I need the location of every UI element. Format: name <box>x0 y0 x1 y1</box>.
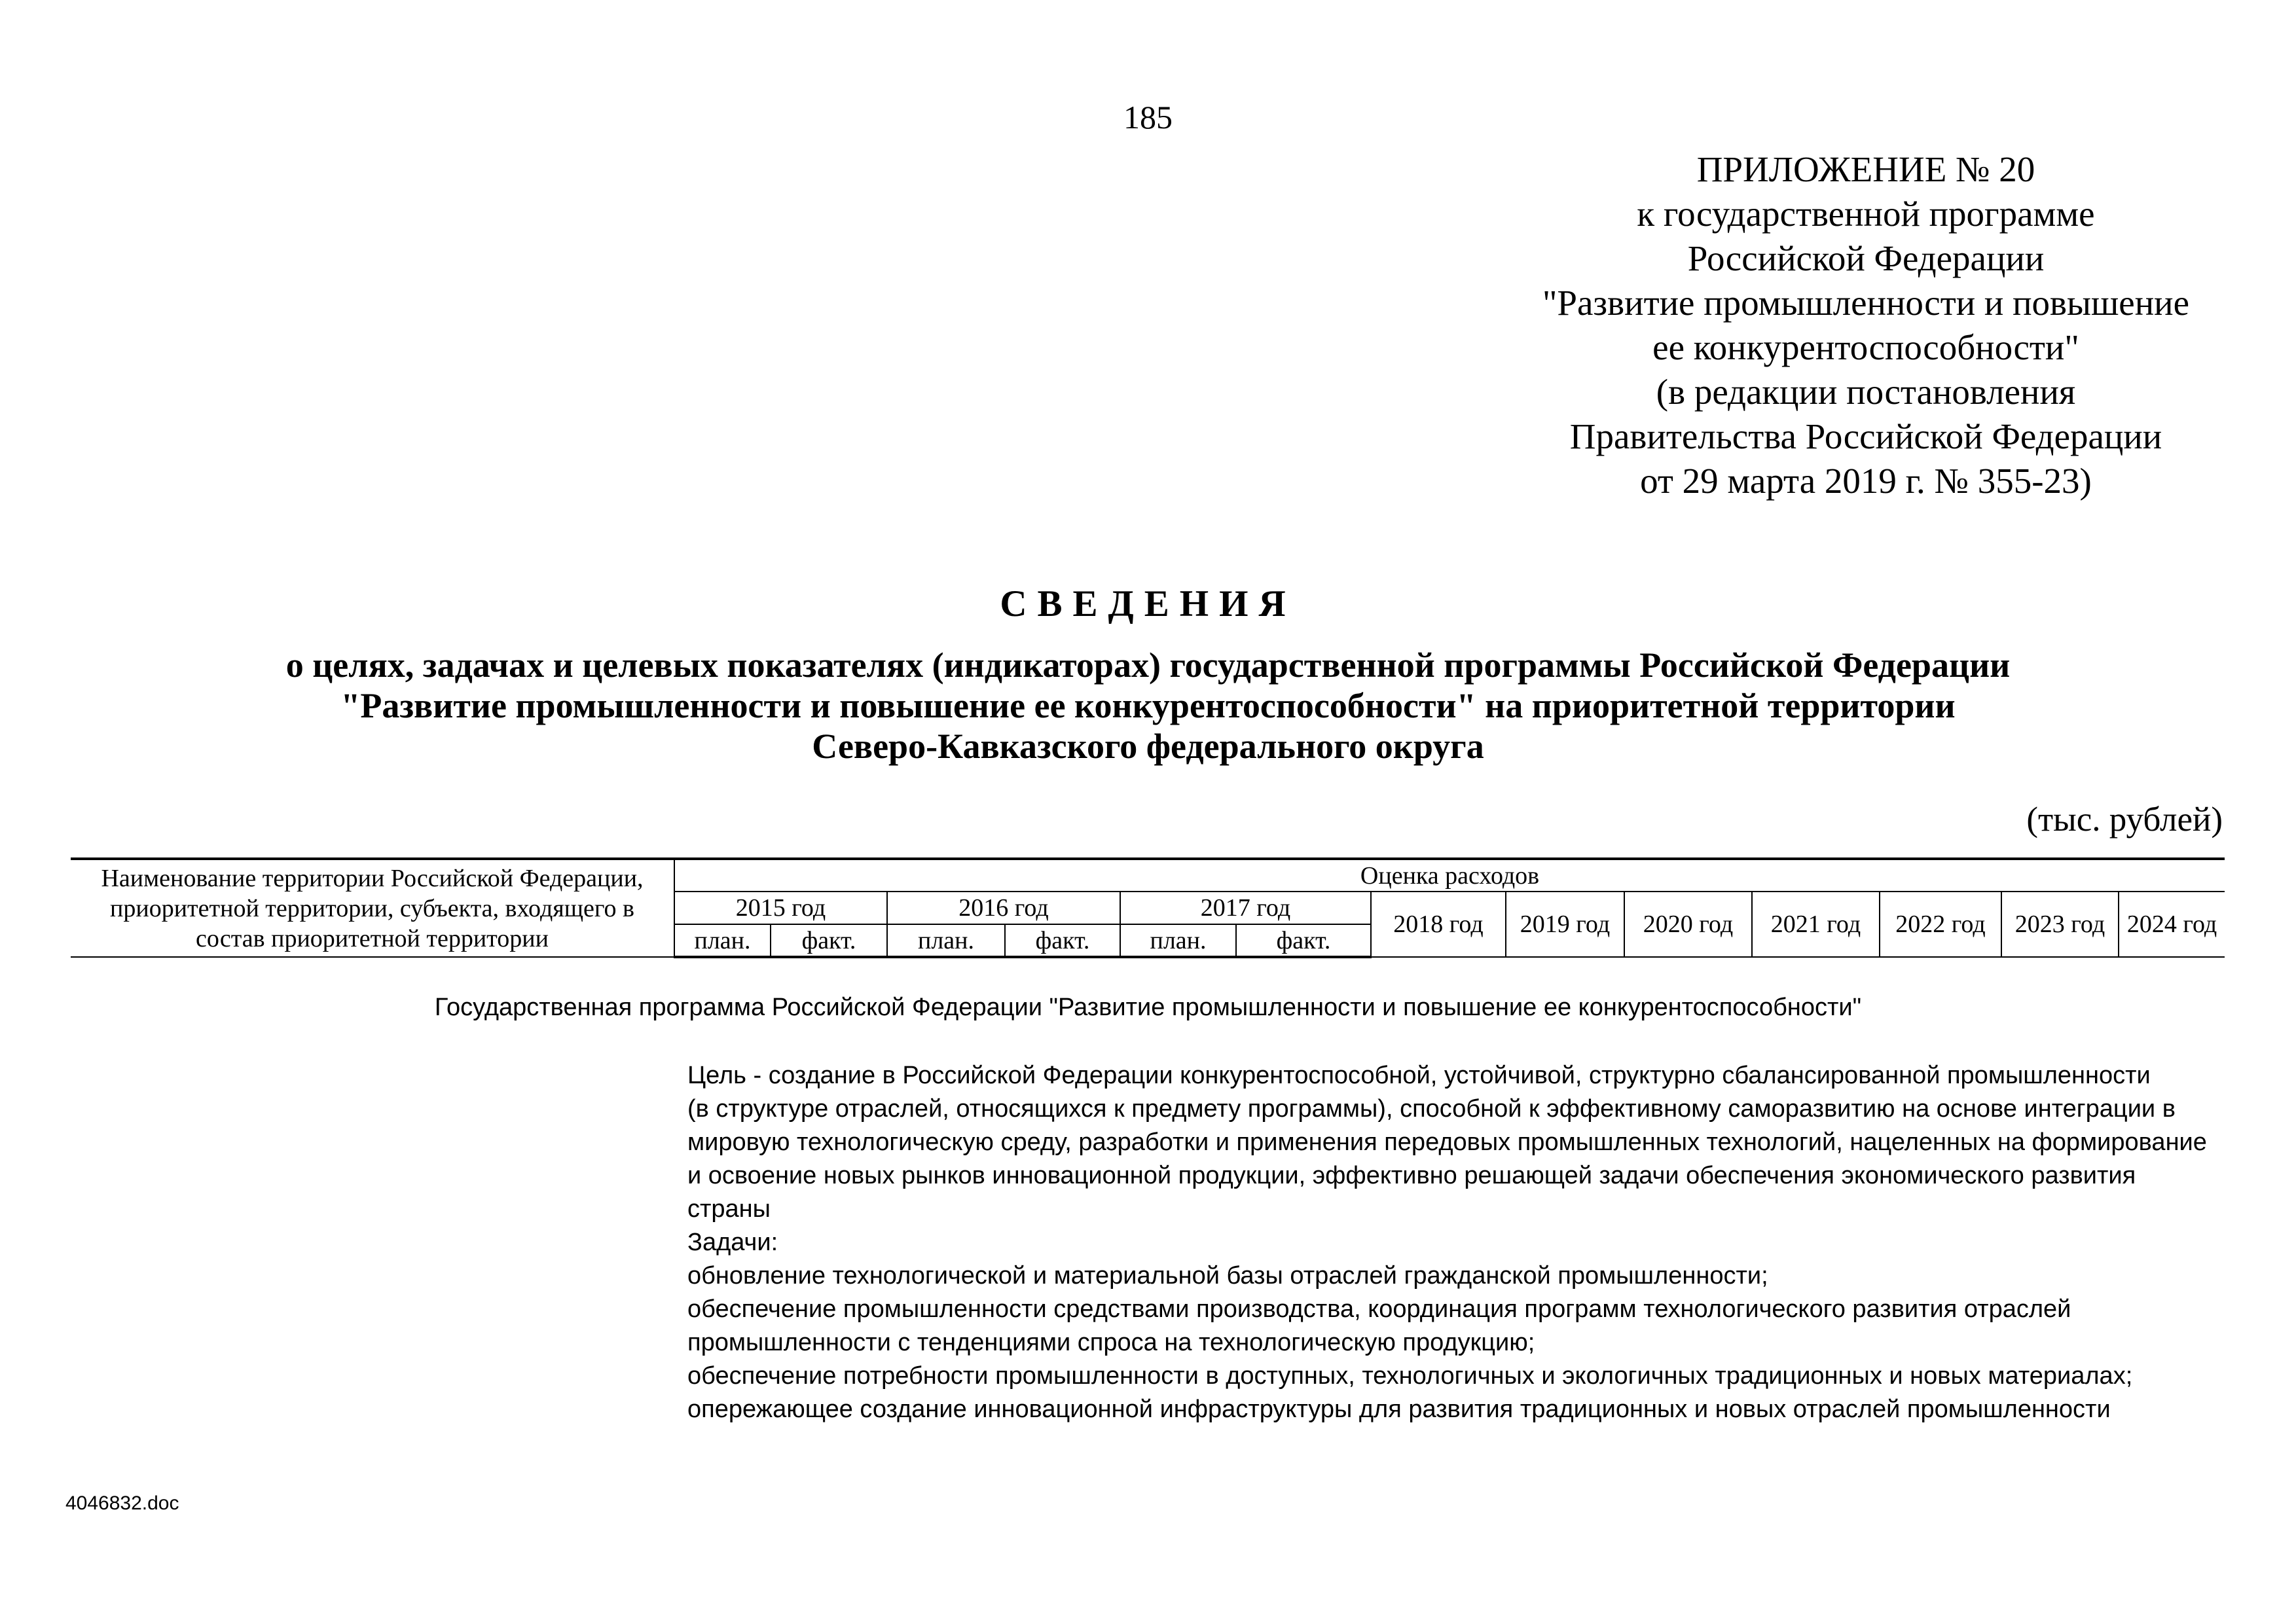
goal-line: страны <box>687 1195 771 1223</box>
task-line: обновление технологической и материальной базы отраслей гражданской промышленности; <box>687 1262 1768 1290</box>
fact-cell-2015: факт. <box>771 924 887 957</box>
year-2015-header: 2015 год <box>674 892 887 924</box>
goal-line: мировую технологическую среду, разработки и применения передовых промышленных технологий, нацеленных на формирование <box>687 1128 2207 1156</box>
plan-cell-2017: план. <box>1120 924 1236 957</box>
year-2016-header: 2016 год <box>887 892 1120 924</box>
year-2022-header: 2022 год <box>1880 892 2001 957</box>
year-2024-header: 2024 год <box>2119 892 2225 957</box>
plan-cell-2016: план. <box>887 924 1005 957</box>
document-subtitle <box>98 645 2198 767</box>
goal-line: Цель - создание в Российской Федерации конкурентоспособной, устойчивой, структурно сбалансированной промышленности <box>687 1062 2151 1089</box>
subtitle-line: Северо-Кавказского федерального округа <box>812 727 1484 766</box>
appendix-line: ПРИЛОЖЕНИЕ № 20 <box>1696 149 2035 189</box>
units-label: (тыс. рублей) <box>2026 801 2223 839</box>
year-2017-header: 2017 год <box>1120 892 1371 924</box>
tasks-label: Задачи: <box>687 1229 778 1256</box>
appendix-line: Российской Федерации <box>1687 238 2045 278</box>
goal-line: (в структуре отраслей, относящихся к предмету программы), способной к эффективному саморазвитию на основе интеграции в <box>687 1095 2176 1123</box>
plan-cell-2015: план. <box>674 924 771 957</box>
year-2023-header: 2023 год <box>2001 892 2119 957</box>
document-heading: СВЕДЕНИЯ <box>1000 583 1296 624</box>
year-2020-header: 2020 год <box>1624 892 1752 957</box>
task-line: опережающее создание инновационной инфраструктуры для развития традиционных и новых отраслей промышленности <box>687 1396 2111 1423</box>
territory-header: Наименование территории Российской Федерации, приоритетной территории, субъекта, входящего в состав приоритетной территории <box>71 859 674 957</box>
year-2019-header: 2019 год <box>1506 892 1624 957</box>
file-name-footer: 4046832.doc <box>65 1492 179 1514</box>
appendix-line: "Развитие промышленности и повышение <box>1542 283 2189 323</box>
fact-cell-2017: факт. <box>1236 924 1371 957</box>
expenses-header: Оценка расходов <box>674 859 2225 892</box>
goal-line: и освоение новых рынков инновационной продукции, эффективно решающей задачи обеспечения экономического развития <box>687 1162 2136 1189</box>
appendix-block <box>1473 147 2259 503</box>
appendix-line: ее конкурентоспособности" <box>1652 327 2079 367</box>
task-line: промышленности с тенденциями спроса на технологическую продукцию; <box>687 1329 1535 1356</box>
appendix-line: к государственной программе <box>1637 194 2095 234</box>
task-line: обеспечение потребности промышленности в доступных, технологичных и экологичных традиционных и новых материалах; <box>687 1362 2133 1390</box>
subtitle-line: "Развитие промышленности и повышение ее конкурентоспособности" на приоритетной территории <box>340 686 1956 725</box>
year-2021-header: 2021 год <box>1752 892 1880 957</box>
expenses-table <box>71 857 2225 958</box>
subtitle-line: о целях, задачах и целевых показателях (индикаторах) государственной программы Российской Федерации <box>285 645 2011 685</box>
task-line: обеспечение промышленности средствами производства, координация программ технологического развития отраслей <box>687 1295 2071 1323</box>
year-2018-header: 2018 год <box>1371 892 1506 957</box>
program-title: Государственная программа Российской Федерации "Развитие промышленности и повышение ее конкурентоспособности" <box>434 994 1862 1021</box>
appendix-line: (в редакции постановления <box>1656 372 2076 412</box>
appendix-line: Правительства Российской Федерации <box>1569 416 2162 456</box>
goal-tasks-block <box>687 1059 2232 1426</box>
fact-cell-2016: факт. <box>1005 924 1120 957</box>
appendix-line: от 29 марта 2019 г. № 355-23) <box>1640 461 2092 501</box>
page-number: 185 <box>1123 99 1173 135</box>
